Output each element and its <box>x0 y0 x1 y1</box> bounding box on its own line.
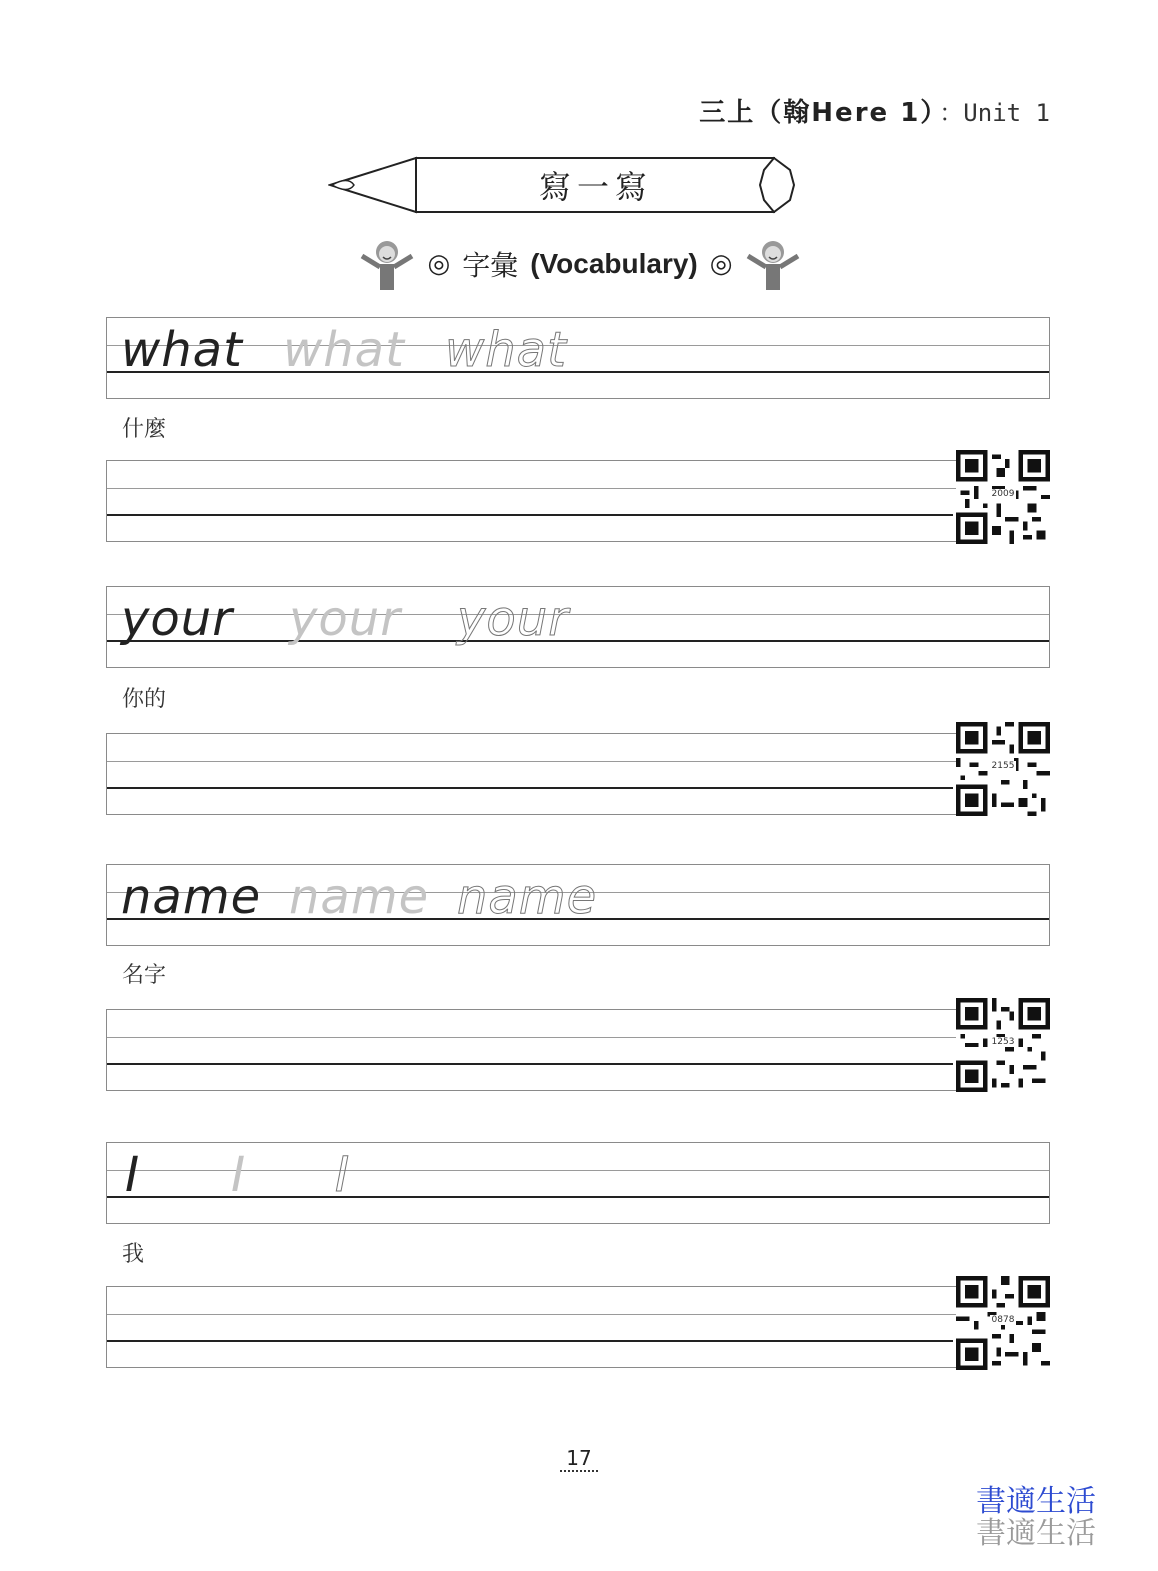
qr-code-number: 1253 <box>991 1037 1015 1047</box>
trace-word-dotted: name <box>457 869 598 925</box>
meaning-what: 什麼 <box>122 417 167 442</box>
trace-lines-what <box>106 317 1050 399</box>
trace-word-dotted: your <box>457 591 569 647</box>
trace-lines-your <box>106 586 1050 668</box>
section-title-en: (Vocabulary) <box>530 248 698 279</box>
trace-word-solid: I <box>125 1147 141 1203</box>
trace-word-solid: name <box>121 869 262 925</box>
qr-code-number: 2155 <box>991 761 1015 771</box>
qr-code-icon[interactable] <box>956 722 1050 816</box>
trace-lines-i <box>106 1142 1050 1224</box>
page-number: 17 <box>560 1446 598 1472</box>
practice-lines[interactable] <box>106 1286 1050 1368</box>
trace-word-gray: name <box>289 869 430 925</box>
trace-word-dotted: what <box>445 322 567 378</box>
practice-lines[interactable] <box>106 460 1050 542</box>
meaning-name: 名字 <box>122 963 167 988</box>
meaning-i: 我 <box>122 1242 145 1267</box>
qr-code-number: 2009 <box>991 489 1015 499</box>
meaning-your: 你的 <box>122 687 167 712</box>
qr-code-icon[interactable] <box>956 998 1050 1092</box>
qr-code-icon[interactable] <box>956 450 1050 544</box>
practice-lines[interactable] <box>106 733 1050 815</box>
section-title-zh: 字彙 <box>462 249 519 282</box>
trace-word-solid: what <box>121 322 243 378</box>
child-cheering-icon <box>358 236 416 292</box>
circle-mark-left: ◎ <box>427 249 451 279</box>
page-header <box>699 92 1050 129</box>
trace-word-gray: your <box>289 591 401 647</box>
trace-word-solid: your <box>121 591 233 647</box>
trace-word-gray: I <box>231 1147 247 1203</box>
circle-mark-right: ◎ <box>709 249 733 279</box>
unit-label: ：Unit 1 <box>939 99 1050 127</box>
qr-code-number: 0878 <box>991 1315 1015 1325</box>
banner-title <box>416 156 776 214</box>
trace-word-dotted: I <box>335 1147 351 1203</box>
watermark-logo-shadow: 書適生活 <box>976 1516 1096 1551</box>
qr-code-icon[interactable] <box>956 1276 1050 1370</box>
trace-lines-name <box>106 864 1050 946</box>
practice-lines[interactable] <box>106 1009 1050 1091</box>
watermark-logo: 書適生活 <box>976 1484 1096 1519</box>
banner-title-text: 寫一寫 <box>538 168 653 206</box>
section-subtitle <box>320 236 840 292</box>
child-cheering-icon <box>744 236 802 292</box>
grade-label: 三上（翰Here 1） <box>699 98 936 128</box>
trace-word-gray: what <box>283 322 405 378</box>
